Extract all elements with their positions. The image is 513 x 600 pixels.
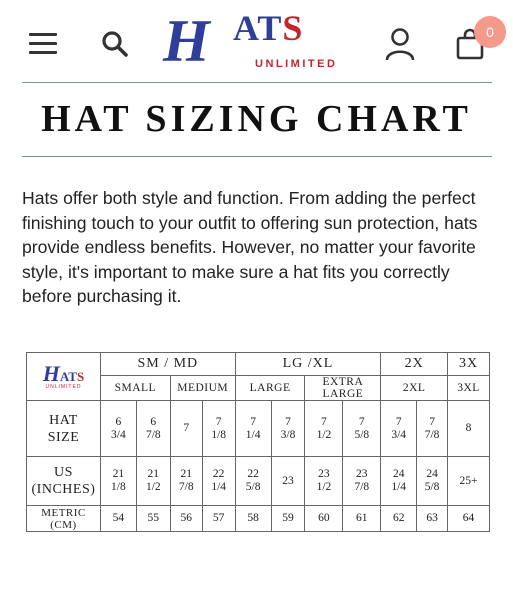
logo-letter-h: H — [163, 8, 208, 74]
chart-value-part: 8 — [465, 422, 472, 435]
chart-value-cell — [381, 456, 417, 505]
chart-value-part: 1/2 — [316, 428, 332, 441]
chart-logo-s: S — [76, 369, 85, 385]
chart-value-part: 5/8 — [245, 481, 261, 494]
chart-value-cell — [136, 401, 170, 457]
chart-logo-ats: AT — [59, 369, 77, 385]
chart-value-cell — [235, 456, 271, 505]
chart-group-header-row — [27, 353, 490, 376]
chart-value-cell — [417, 506, 448, 532]
chart-value-cell — [202, 401, 235, 457]
chart-value-part: 3/4 — [391, 428, 407, 441]
chart-value-part: 1/8 — [111, 481, 126, 494]
site-header — [0, 0, 513, 82]
chart-value-part: 7 — [285, 415, 291, 428]
chart-value-part: 7 — [429, 415, 435, 428]
chart-value-part: 56 — [180, 512, 192, 525]
chart-value-part: 23 — [356, 468, 368, 481]
chart-value-cell — [271, 456, 305, 505]
page-title: HAT SIZING CHART — [41, 98, 472, 140]
chart-value-part: 1/4 — [245, 428, 261, 441]
size-subgroup-label: 2XL — [381, 375, 448, 401]
title-divider-top — [22, 82, 492, 83]
chart-row-label-line: HAT — [49, 412, 78, 428]
chart-value-cell — [170, 456, 202, 505]
size-subgroup-label: SMALL — [100, 375, 170, 401]
account-icon[interactable] — [380, 24, 420, 64]
size-group-label: LG /XL — [235, 353, 381, 376]
logo-s-text: S — [282, 8, 304, 48]
chart-value-cell — [100, 401, 136, 457]
title-divider-bottom — [22, 156, 492, 157]
chart-row-label — [27, 401, 101, 457]
size-subgroup-label: 3XL — [448, 375, 490, 401]
chart-row-label-line: (INCHES) — [31, 482, 96, 498]
size-group-label: SM / MD — [100, 353, 235, 376]
chart-logo-cell — [27, 353, 101, 401]
chart-value-cell — [202, 506, 235, 532]
chart-value-part: 7 — [250, 415, 256, 428]
chart-value-cell — [100, 456, 136, 505]
hat-sizing-chart-table — [26, 352, 490, 532]
chart-value-part: 7/8 — [178, 481, 194, 494]
chart-value-cell — [417, 456, 448, 505]
chart-value-part: 58 — [247, 512, 259, 525]
chart-value-cell — [202, 456, 235, 505]
chart-value-part: 59 — [282, 512, 294, 525]
chart-value-part: 21 — [180, 468, 192, 481]
logo-tagline: UNLIMITED — [255, 58, 338, 70]
chart-value-part: 54 — [112, 512, 125, 525]
chart-logo-tagline: UNLIMITED — [45, 384, 82, 391]
chart-value-part: 61 — [356, 512, 368, 525]
chart-data-row — [27, 456, 490, 505]
chart-value-cell — [235, 401, 271, 457]
chart-value-cell — [305, 506, 343, 532]
chart-value-part: 21 — [112, 468, 125, 481]
chart-value-cell — [343, 401, 381, 457]
chart-value-part: 22 — [247, 468, 259, 481]
chart-value-part: 25+ — [459, 474, 478, 487]
chart-value-part: 64 — [462, 512, 475, 525]
chart-value-part: 24 — [392, 468, 405, 481]
chart-value-cell — [417, 401, 448, 457]
chart-value-part: 63 — [426, 512, 438, 525]
chart-row-label-line: (CM) — [50, 518, 77, 531]
chart-value-cell — [381, 506, 417, 532]
chart-row-label — [27, 456, 101, 505]
site-logo[interactable] — [163, 8, 353, 74]
chart-value-part: 7 — [358, 415, 365, 428]
chart-value-part: 7 — [183, 422, 190, 435]
chart-value-part: 1/2 — [316, 481, 332, 494]
size-subgroup-label: MEDIUM — [170, 375, 235, 401]
size-group-label: 3X — [448, 353, 490, 376]
chart-value-cell — [136, 506, 170, 532]
chart-value-part: 1/2 — [145, 481, 161, 494]
chart-row-label-line: METRIC — [41, 506, 86, 519]
chart-value-cell — [381, 401, 417, 457]
chart-value-part: 1/4 — [211, 481, 227, 494]
chart-value-part: 7 — [215, 415, 222, 428]
chart-value-cell — [448, 401, 490, 457]
chart-value-part: 60 — [318, 512, 330, 525]
chart-value-part: 3/4 — [111, 428, 126, 441]
chart-value-cell — [170, 401, 202, 457]
chart-row-label — [27, 506, 101, 532]
chart-value-part: 21 — [147, 468, 160, 481]
chart-value-part: 55 — [147, 512, 160, 525]
size-subgroup-label: LARGE — [235, 375, 305, 401]
chart-row-label-line: SIZE — [47, 429, 80, 445]
chart-value-cell — [343, 456, 381, 505]
chart-value-cell — [235, 506, 271, 532]
chart-value-part: 7/8 — [354, 481, 370, 494]
size-subgroup-label: EXTRA LARGE — [305, 375, 381, 401]
chart-value-cell — [305, 401, 343, 457]
chart-value-cell — [343, 506, 381, 532]
chart-value-cell — [448, 456, 490, 505]
chart-value-part: 23 — [282, 474, 294, 487]
chart-value-part: 3/8 — [280, 428, 296, 441]
chart-value-part: 5/8 — [424, 481, 440, 494]
chart-value-part: 7/8 — [145, 428, 161, 441]
chart-value-part: 6 — [150, 415, 157, 428]
chart-value-part: 24 — [426, 468, 438, 481]
search-icon[interactable] — [95, 24, 135, 64]
chart-data-row — [27, 506, 490, 532]
chart-value-part: 7/8 — [424, 428, 440, 441]
chart-data-row — [27, 401, 490, 457]
chart-value-part: 62 — [392, 512, 405, 525]
chart-value-part: 6 — [115, 415, 122, 428]
chart-value-cell — [136, 456, 170, 505]
chart-value-part: 7 — [395, 415, 402, 428]
chart-value-part: 7 — [321, 415, 327, 428]
chart-logo-letter-h: H — [42, 361, 60, 387]
chart-value-cell — [170, 506, 202, 532]
logo-ats-text: AT — [233, 8, 283, 48]
size-group-label: 2X — [381, 353, 448, 376]
chart-row-label-line: US — [54, 465, 73, 481]
chart-value-cell — [448, 506, 490, 532]
hamburger-menu-icon[interactable] — [24, 24, 64, 64]
chart-value-part: 57 — [212, 512, 225, 525]
chart-value-cell — [305, 456, 343, 505]
chart-value-part: 5/8 — [354, 428, 370, 441]
chart-value-part: 23 — [318, 468, 330, 481]
chart-value-part: 1/8 — [211, 428, 227, 441]
chart-value-part: 1/4 — [391, 481, 407, 494]
chart-value-cell — [271, 401, 305, 457]
intro-paragraph: Hats offer both style and function. From adding the perfect finishing touch to your outfit to offering sun protection, hats provide endless benefits. However, no matter your favorite style, it's important to make sure a hat fits you correctly before purchasing it. — [22, 188, 478, 306]
chart-value-part: 22 — [212, 468, 225, 481]
logo-wordmark — [233, 10, 303, 46]
chart-value-cell — [271, 506, 305, 532]
chart-value-cell — [100, 506, 136, 532]
cart-count-badge: 0 — [474, 16, 506, 48]
